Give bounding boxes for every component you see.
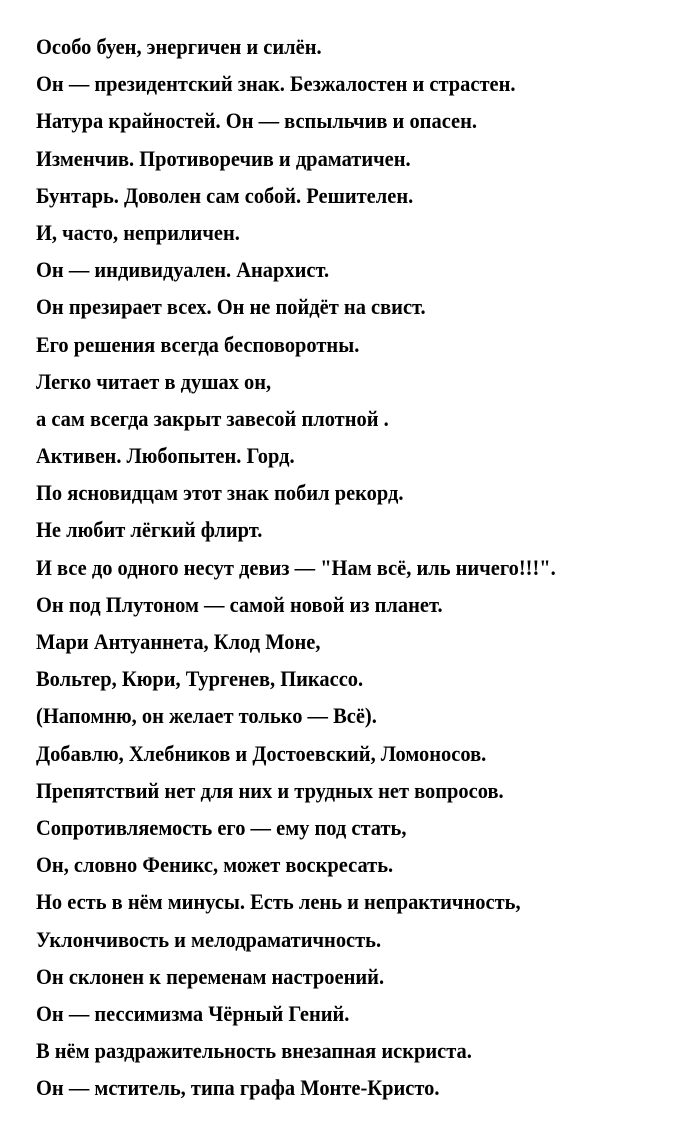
poem-line: Но есть в нём минусы. Есть лень и непрактичность, bbox=[36, 889, 521, 915]
poem-line: Не любит лёгкий флирт. bbox=[36, 517, 263, 543]
poem-line: Он — президентский знак. Безжалостен и страстен. bbox=[36, 71, 516, 97]
poem-line: Он презирает всех. Он не пойдёт на свист. bbox=[36, 294, 426, 320]
poem-line: а сам всегда закрыт завесой плотной . bbox=[36, 405, 389, 431]
poem-line: Препятствий нет для них и трудных нет вопросов. bbox=[36, 777, 504, 803]
poem-line: (Напомню, он желает только — Всё). bbox=[36, 703, 377, 729]
poem-line: Сопротивляемость его — ему под стать, bbox=[36, 814, 407, 840]
poem-line: И все до одного несут девиз — "Нам всё, иль ничего!!!". bbox=[36, 554, 556, 580]
poem-line: Активен. Любопытен. Горд. bbox=[36, 443, 295, 469]
poem-line: В нём раздражительность внезапная искриста. bbox=[36, 1038, 472, 1064]
poem-line: Он под Плутоном — самой новой из планет. bbox=[36, 591, 443, 617]
poem-line: Вольтер, Кюри, Тургенев, Пикассо. bbox=[36, 666, 364, 692]
poem-line: Натура крайностей. Он — вспыльчив и опасен. bbox=[36, 108, 478, 134]
poem-line: Он, словно Феникс, может воскресать. bbox=[36, 852, 394, 878]
poem-line: Добавлю, Хлебников и Достоевский, Ломоносов. bbox=[36, 740, 487, 766]
poem-line: Он склонен к переменам настроений. bbox=[36, 963, 385, 989]
poem-line: Он — пессимизма Чёрный Гений. bbox=[36, 1000, 350, 1026]
poem-line: И, часто, неприличен. bbox=[36, 219, 240, 245]
poem-line: Бунтарь. Доволен сам собой. Решителен. bbox=[36, 182, 414, 208]
poem-line: Уклончивость и мелодраматичность. bbox=[36, 926, 382, 952]
poem-line: Легко читает в душах он, bbox=[36, 368, 272, 394]
poem-text bbox=[36, 30, 688, 1108]
poem-line: Его решения всегда бесповоротны. bbox=[36, 331, 360, 357]
poem-line: Он — мститель, типа графа Монте-Кристо. bbox=[36, 1075, 440, 1101]
poem-line: Изменчив. Противоречив и драматичен. bbox=[36, 145, 411, 171]
poem-line: Мари Антуаннета, Клод Моне, bbox=[36, 629, 321, 654]
poem-line: По ясновидцам этот знак побил рекорд. bbox=[36, 480, 404, 506]
poem-line: Он — индивидуален. Анархист. bbox=[36, 257, 330, 283]
poem-line: Особо буен, энергичен и силён. bbox=[36, 34, 322, 59]
